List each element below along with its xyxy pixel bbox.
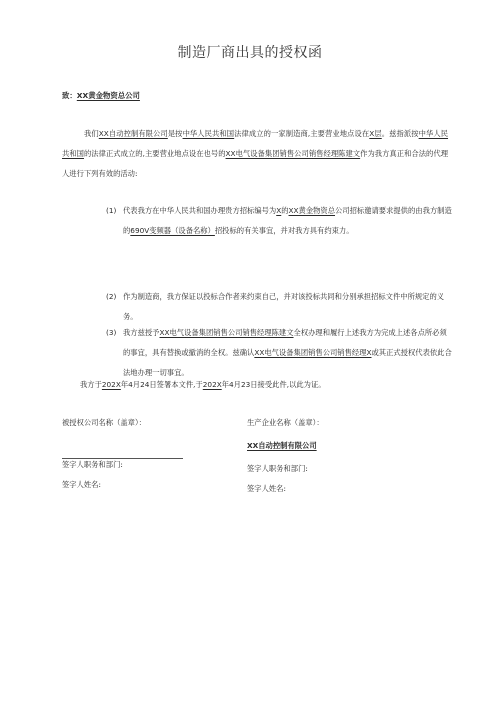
manufacturer-label: 生产企业名称（盖章）：	[247, 418, 324, 427]
item-text: 或其正式授权代表依此合法地办理一切事宜。	[123, 348, 452, 377]
list-item	[100, 287, 452, 327]
closing-text: 日签署本文件,于	[149, 380, 203, 389]
body-text: 是按	[167, 129, 183, 138]
agent-name: XX电气设备集团销售公司销售经理X	[254, 348, 372, 357]
item-text: 代表我方在中华人民共和国办理贵方招标编号为	[123, 206, 277, 215]
body-paragraph	[62, 124, 448, 184]
closing-text: 我方于	[80, 380, 102, 389]
document-title: 制造厂商出具的授权函	[177, 45, 323, 61]
item-number: (2)	[106, 292, 117, 301]
agent-name: XX电气设备集团销售公司销售经理陈建文	[159, 328, 294, 337]
accept-year: 202X	[202, 380, 222, 389]
list-item	[100, 323, 452, 383]
manufacturer-company-name: XX自动控制有限公司	[247, 441, 317, 450]
closing-text: 月	[132, 380, 141, 389]
sign-month: 4	[128, 380, 133, 389]
accept-month: 4	[229, 380, 234, 389]
item-text: 招投标的有关事宜，并对我方具有约束力。	[214, 226, 354, 235]
body-text: 法律成立的一家制造商,主要营业地点设在	[234, 129, 370, 138]
country-name: 中华人民共和国	[182, 129, 235, 138]
item-text: 公司招标邀请要求提供的由我方制造的	[123, 206, 452, 235]
manufacturer-signer-name-label: 签字人姓名:	[247, 484, 286, 493]
closing-text: 月	[233, 380, 241, 389]
manufacturer-name: XX自动控制有限公司	[98, 129, 168, 138]
body-text: 作为我方真正和合法的代理人进行下列有效的活动:	[62, 149, 449, 178]
closing-text: 年	[120, 380, 129, 389]
addressee	[62, 90, 140, 101]
item-number: (3)	[106, 328, 117, 337]
closing-statement	[80, 377, 326, 393]
item-text: 作为制造商，我方保证以投标合作者来约束自己，并对该投标共同和分别承担招标文件中所规定的义务。	[123, 292, 445, 321]
body-text: 我们	[84, 129, 99, 138]
body-text: 。兹指派按	[381, 129, 419, 138]
sign-day: 24	[140, 380, 150, 389]
sign-year: 202X	[101, 380, 121, 389]
closing-text: 年	[221, 380, 230, 389]
list-item	[100, 201, 452, 241]
item-number: (1)	[106, 206, 117, 215]
agent-name: XX电气设备集团销售公司销售经理陈建文	[225, 149, 361, 158]
addressee-prefix: 致：	[62, 91, 77, 100]
body-text: 的法律正式成立的,主要营业地点设在也号的	[83, 149, 226, 158]
manufacturer-position-label: 签字人职务和部门:	[247, 464, 308, 473]
addressee-name: XX黄金物资总公司	[76, 91, 140, 100]
authorized-company-label: 被授权公司名称（盖章）：	[62, 418, 146, 427]
buyer-name: XX黄金物资总	[288, 206, 336, 215]
authorized-position-label: 签字人职务和部门:	[62, 460, 123, 469]
signature-line	[62, 458, 183, 459]
item-text: 我方兹授予	[123, 328, 160, 337]
product-name: 690V变频器（设备名称）	[130, 226, 215, 235]
location-text: X层	[369, 129, 382, 138]
closing-text: 日接受此件,以此为证。	[250, 380, 326, 389]
country-name: 中华人民共和国	[62, 129, 449, 158]
accept-day: 23	[240, 380, 251, 389]
item-text: 的	[281, 206, 289, 215]
item-text: 全权办理和履行上述我方为完成上述各点所必须的事宜，具有替换或撤消的全权。兹确认	[123, 328, 447, 357]
tender-number: X	[276, 206, 282, 215]
authorized-signer-name-label: 签字人姓名:	[62, 480, 101, 489]
